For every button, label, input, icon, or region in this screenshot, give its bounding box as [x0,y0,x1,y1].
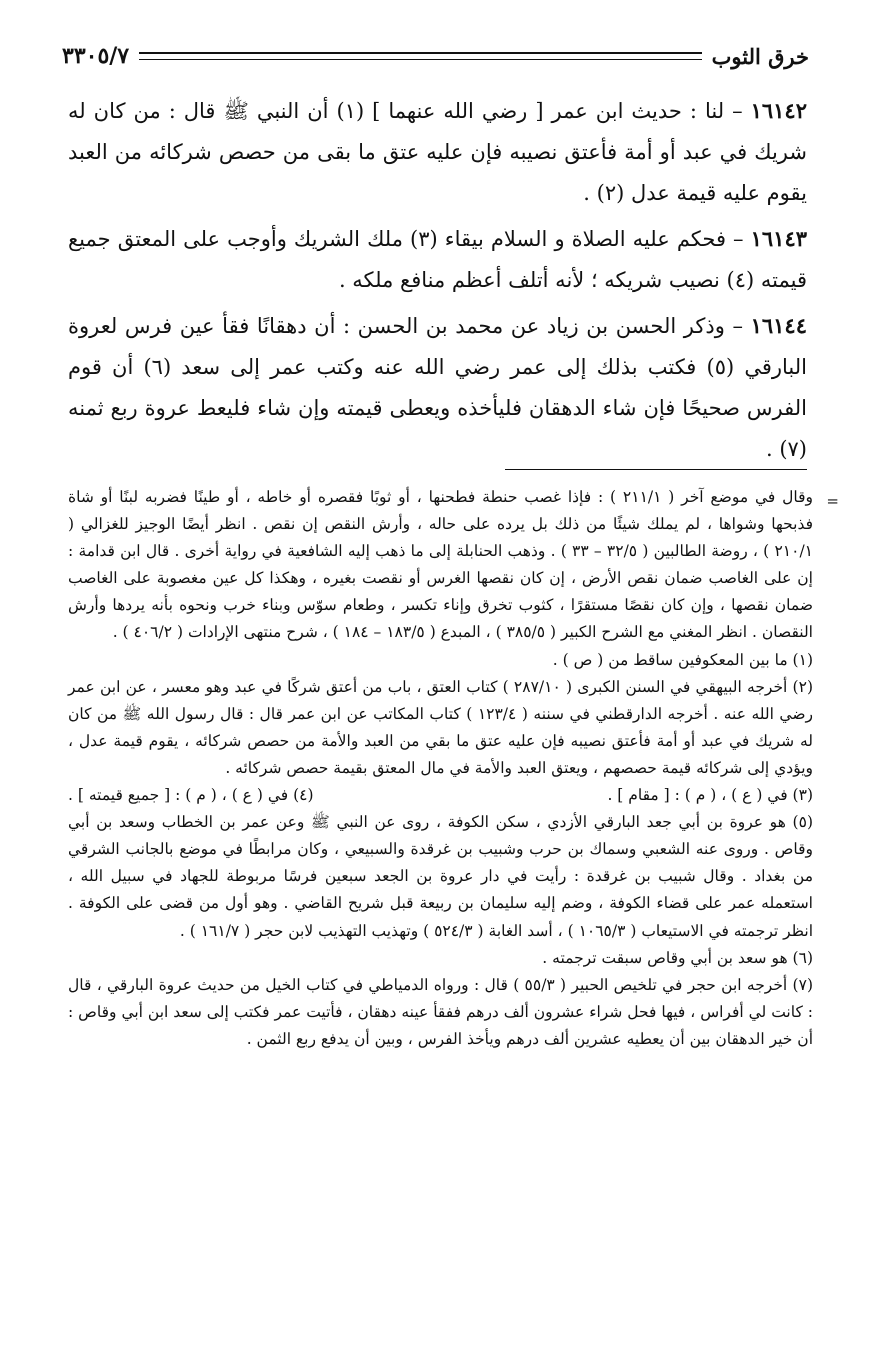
page-number: ٣٣٠٥/٧ [62,43,130,69]
paragraph-16142 [68,90,807,214]
footnote-row-3-4 [68,782,813,809]
paragraph-number: ١٦١٤٢ [750,98,807,123]
continuation-marker: = [826,492,839,510]
footnote-6: (٦) هو سعد بن أبي وقاص سبقت ترجمته . [542,948,813,967]
paragraph-text: – لنا : حديث ابن عمر [ رضي الله عنهما ] (١) أن النبي ﷺ قال : من كان له شريك في عبد أو أمة فأعتق نصيبه فإن عليه عتق ما بقى من حصص شركائه من العبد يقوم عليه قيمة عدل (٢) . [68,99,807,205]
paragraph-number: ١٦١٤٤ [750,313,807,338]
footnotes [68,484,813,1053]
main-text [68,90,807,474]
paragraph-number: ١٦١٤٣ [750,226,808,251]
footnote-1: (١) ما بين المعكوفين ساقط من ( ص ) . [552,650,813,669]
paragraph-16144 [68,305,807,470]
paragraph-text: – وذكر الحسن بن زياد عن محمد بن الحسن : أن دهقانًا فقأ عين فرس لعروة البارقي (٥) فكتب بذلك إلى عمر رضي الله عنه وكتب عمر إلى سعد (٦) أن قوم الفرس صحيحًا فإن شاء الدهقان فليأخذه ويعطى قيمته وإن شاء فليعط عروة ربع ثمنه (٧) . [68,314,807,461]
footnote-continued: وقال في موضع آخر ( ٢١١/١ ) : فإذا غصب حنطة فطحنها ، أو ثوبًا فقصره أو خاطه ، أو طينًا فضربه لبنًا أو شاة فذبحها وشواها ، لم يملك شيئًا من ذلك بل يرده على حاله ، وأرش النقص إن نقص . انظر أيضًا الوجيز للغزالي ( ٢١٠/١ ) ، روضة الطالبين ( ٣٢/٥ – ٣٣ ) . وذهب الحنابلة إلى ما ذهب إليه الشافعية في رواية أخرى . قال ابن قدامة : إن على الغاصب ضمان نقص الأرض ، إن كان نقصها الغرس أو نقصت بغيره ، وهكذا كل عين مغصوبة على الغاصب ضمان نقصها ، وإن كان نقصًا مستقرًا ، كثوب تخرق وإناء تكسر ، وطعام سوّس وبناء خرب ونحوه بأنه يردها وأرش النقصان . انظر المغني مع الشرح الكبير ( ٣٨٥/٥ ) ، المبدع ( ١٨٣/٥ – ١٨٤ ) ، شرح منتهى الإرادات ( ٤٠٦/٢ ) . [68,488,813,642]
footnote-2: (٢) أخرجه البيهقي في السنن الكبرى ( ٢٨٧/١٠ ) كتاب العتق ، باب من أعتق شركًا في عبد وهو معسر ، عن ابن عمر رضي الله عنه . أخرجه الدارقطني في سننه ( ١٢٣/٤ ) كتاب المكاتب عن ابن عمر قال : قال رسول الله ﷺ من كان له شريك في عبد أو أمة فأعتق نصيبه فإن عليه عتق ما بقي من العبد والأمة من حصص شركائه ، يقوم قيمة عدل ، ويؤدي إلى شركائه قيمة حصصهم ، ويعتق العبد والأمة في مال المعتق بقيمة حصص شركائه . [68,677,813,777]
chapter-title: خرق الثوب [711,43,809,69]
footnote-7: (٧) أخرجه ابن حجر في تلخيص الحبير ( ٥٥/٣ ) قال : ورواه الدمياطي في كتاب الخيل من حديث عروة البارقي ، قال : كانت لي أفراس ، فيها فحل شراء عشرون ألف درهم ففقأ عينه دهقان ، فأتيت عمر فكتب إلى سعد ابن أبي وقاص : أن خير الدهقان بين أن يعطيه عشرين ألف درهم ويأخذ الفرس ، وبين أن يدفع ربع الثمن . [68,975,813,1048]
footnote-3: (٣) في ( ع ) ، ( م ) : [ مقام ] . [607,786,813,805]
footnote-4: (٤) في ( ع ) ، ( م ) : [ جميع قيمته ] . [68,786,314,805]
footnote-divider [505,469,807,470]
header-rule [139,52,702,60]
running-header [62,34,809,78]
paragraph-16143 [68,218,807,301]
footnote-5: (٥) هو عروة بن أبي جعد البارقي الأزدي ، سكن الكوفة ، روى عن النبي ﷺ وعن عمر بن الخطاب وسعد بن أبي وقاص . وروى عنه الشعبي وسماك بن حرب وشبيب بن غرقدة والسبيعي ، وكان مرابطًا في موضع بالجانب الشرقي من بغداد . وقال شبيب بن غرقدة : رأيت في دار عروة بن الجعد سبعين فرسًا مربوطة للجهاد في سبيل الله ، استعمله عمر على قضاء الكوفة ، وضم إليه سليمان بن ربيعة قبل شريح القاضي . وهو أول من قضى على الكوفة . انظر ترجمته في الاستيعاب ( ١٠٦٥/٣ ) ، أسد الغابة ( ٥٢٤/٣ ) وتهذيب التهذيب لابن حجر ( ١٦١/٧ ) . [68,813,813,940]
paragraph-text: – فحكم عليه الصلاة و السلام بيقاء (٣) ملك الشريك وأوجب على المعتق جميع قيمته (٤) نصيب شريكه ؛ لأنه أتلف أعظم منافع ملكه . [68,227,807,292]
